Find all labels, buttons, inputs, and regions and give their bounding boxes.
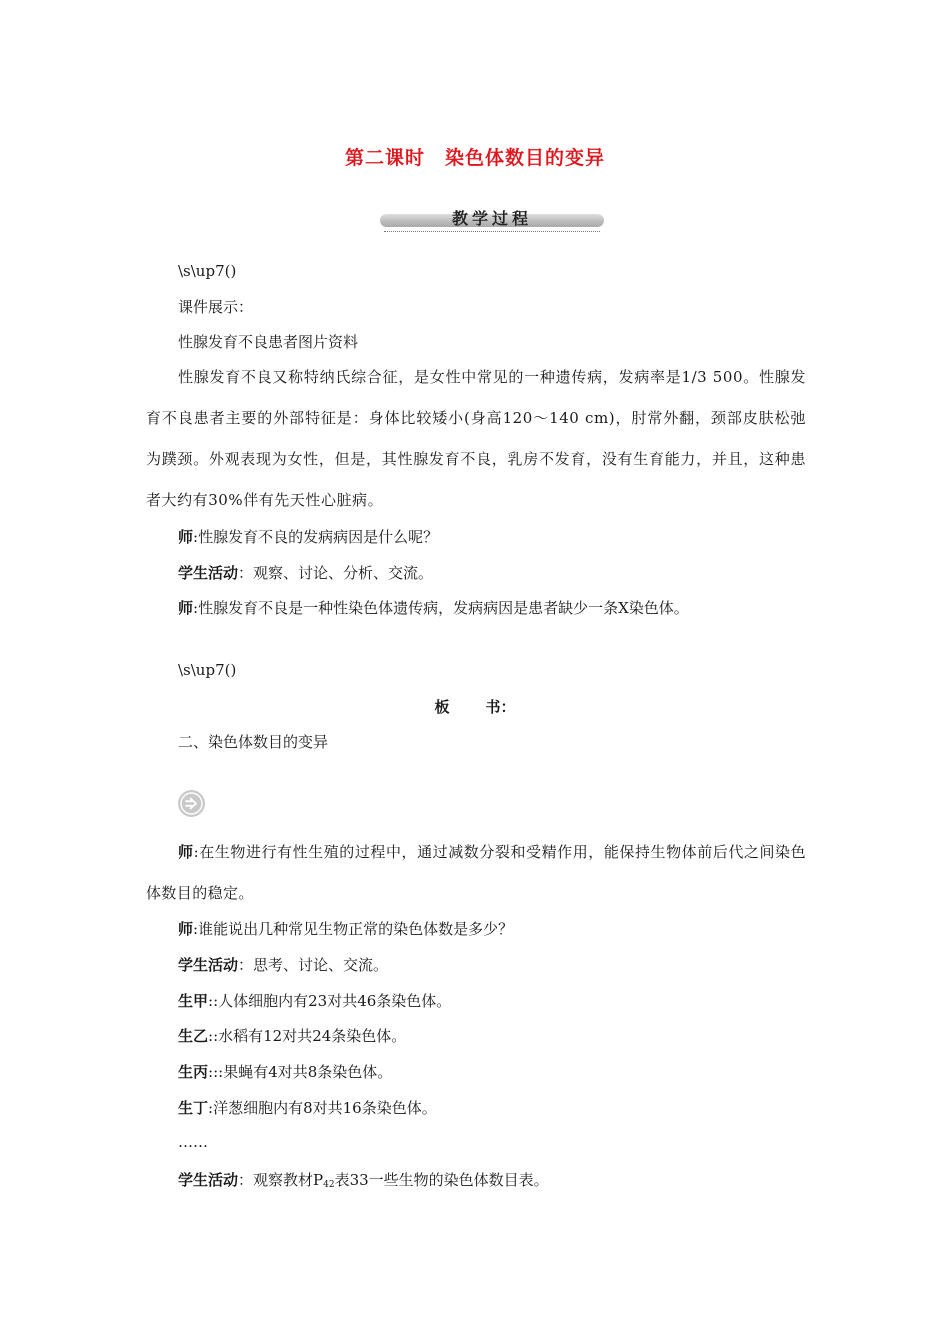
dialogue-line — [178, 1170, 549, 1195]
dialogue-line — [178, 1026, 406, 1046]
dialogue-text: 人体细胞内有23对共46条染色体。 — [218, 992, 452, 1010]
ellipsis: …… — [178, 1133, 208, 1151]
dialogue-paragraph — [146, 832, 806, 914]
speaker-label: 师 — [178, 920, 194, 938]
dialogue-text: 思考、讨论、交流。 — [253, 956, 389, 974]
dialogue-text: 性腺发育不良是一种性染色体遗传病，发病病因是患者缺少一条X染色体。 — [198, 599, 689, 617]
speaker-label: 师 — [178, 843, 194, 861]
dialogue-line — [178, 527, 438, 547]
courseware-label: 课件展示： — [178, 298, 254, 316]
dialogue-line — [178, 1062, 392, 1082]
board-item: 二、染色体数目的变异 — [178, 733, 329, 751]
speaker-separator: : — [193, 599, 199, 617]
board-label: 板 — [434, 698, 450, 716]
dialogue-line — [178, 991, 451, 1011]
dialogue-line — [178, 563, 433, 583]
intro-paragraph: 性腺发育不良又称特纳氏综合征，是女性中常见的一种遗传病，发病率是1/3 500。性腺发育不良患者主要的外部特征是：身体比较矮小(身高120～140 cm)，肘常外翻，颈部皮肤松弛为蹼颈。外观表现为女性，但是，其性腺发育不良，乳房不发育，没有生育能力，并且，这种患者大约有30%伴有先天性心脏病。 — [146, 368, 806, 509]
dialogue-line — [178, 919, 513, 939]
speaker-separator: :: — [208, 992, 219, 1010]
dialogue-text: 在生物进行有性生殖的过程中，通过减数分裂和受精作用，能保持生物体前后代之间染色体数目的稳定。 — [146, 843, 807, 902]
banner-dotted-underline — [384, 231, 600, 232]
section-banner — [380, 205, 604, 233]
dialogue-line — [178, 598, 689, 618]
speaker-label: 生甲 — [178, 992, 209, 1010]
speaker-label: 学生活动 — [178, 956, 239, 974]
speaker-label: 生丙 — [178, 1063, 209, 1081]
speaker-label: 学生活动 — [178, 564, 239, 582]
speaker-separator: :: — [208, 1027, 219, 1045]
dialogue-text: 洋葱细胞内有8对共16条染色体。 — [213, 1099, 437, 1117]
dialogue-text: 果蝇有4对共8条染色体。 — [223, 1063, 393, 1081]
board-title — [0, 696, 950, 717]
speaker-label: 学生活动 — [178, 1171, 239, 1189]
dialogue-line — [178, 955, 388, 975]
code-line: \s\up7() — [178, 661, 237, 679]
speaker-separator: ： — [238, 564, 254, 582]
speaker-separator: : — [208, 1099, 214, 1117]
board-label-2: 书： — [485, 698, 516, 716]
page-title: 第二课时 染色体数目的变异 — [344, 147, 605, 169]
circled-arrow-right-icon — [178, 790, 205, 817]
speaker-separator: : — [193, 843, 200, 861]
dialogue-text: 观察、讨论、分析、交流。 — [253, 564, 434, 582]
dialogue-text: 性腺发育不良的发病病因是什么呢？ — [198, 528, 439, 546]
section-banner-label: 教学过程 — [451, 209, 532, 228]
speaker-separator: ::: — [208, 1063, 224, 1081]
page-subscript: 42 — [323, 1180, 335, 1190]
speaker-label: 生乙 — [178, 1027, 209, 1045]
speaker-label: 生丁 — [178, 1099, 209, 1117]
speaker-label: 师 — [178, 528, 194, 546]
dialogue-text: 观察教材P — [253, 1171, 324, 1189]
dialogue-text: 谁能说出几种常见生物正常的染色体数是多少？ — [198, 920, 514, 938]
speaker-separator: : — [193, 528, 199, 546]
code-line: \s\up7() — [178, 262, 237, 280]
speaker-separator: ： — [238, 956, 254, 974]
speaker-separator: ： — [238, 1171, 254, 1189]
dialogue-text-continued: 表33一些生物的染色体数目表。 — [334, 1171, 549, 1189]
speaker-separator: : — [193, 920, 199, 938]
dialogue-text: 水稻有12对共24条染色体。 — [218, 1027, 407, 1045]
dialogue-line — [178, 1098, 437, 1118]
material-title: 性腺发育不良患者图片资料 — [178, 333, 359, 351]
speaker-label: 师 — [178, 599, 194, 617]
